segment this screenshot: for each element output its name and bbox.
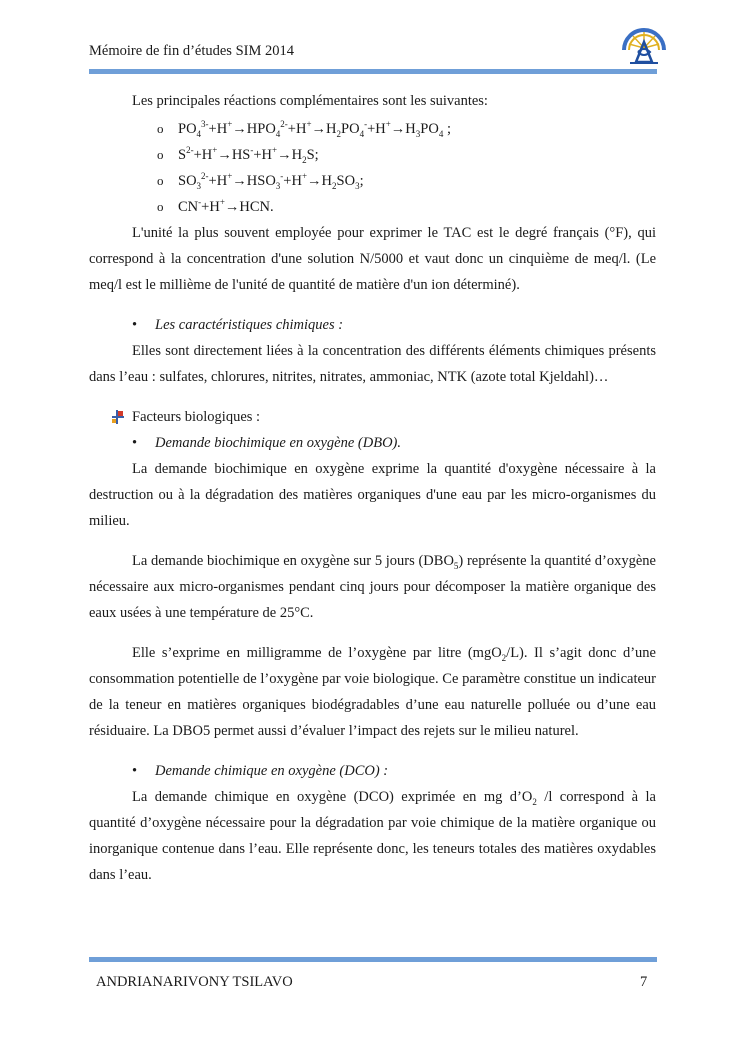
flag-bullet-icon <box>111 410 125 424</box>
reaction-cyanide: o CN-+H+→HCN. <box>89 194 656 220</box>
dco-heading: • Demande chimique en oxygène (DCO) : <box>89 758 656 784</box>
page-body <box>89 88 656 888</box>
dco-paragraph: La demande chimique en oxygène (DCO) exprimée en mg $d’O_2$ /l correspond à la quantité d’oxygène nécessaire pour la dégradation par voie chimique de la matière organique ou inorganique contenue dans l’eau. Elle représente donc, les teneurs totales des matières oxydables dans l’eau. <box>89 789 656 883</box>
reaction-list <box>89 116 656 220</box>
bio-heading: Facteurs biologiques : <box>89 404 656 430</box>
dbo-paragraph-2: La demande biochimique en oxygène sur 5 jours $(DBO_5)$ représente la quantité d’oxygène nécessaire aux micro-organismes pendant cinq jours pour décomposer la matière organique des eaux usées à une température de 25°C. <box>89 553 656 621</box>
bullet-marker: • <box>132 317 138 333</box>
chem-paragraph: Elles sont directement liées à la concentration des différents éléments chimiques présents dans l’eau : sulfates, chlorures, nitrites, nitrates, ammoniac, NTK (azote total Kjeldahl)… <box>89 343 656 385</box>
header-title: Mémoire de fin d’études SIM 2014 <box>89 43 294 59</box>
footer-rule <box>89 957 657 962</box>
bullet-marker: • <box>132 763 138 779</box>
list-marker: o <box>157 147 164 162</box>
header-rule <box>89 69 657 74</box>
reaction-sulfite: o $SO_3^{2-}+H^+\to HSO_3^-+H^+\to H_2SO_3$; <box>89 168 656 194</box>
footer-author: ANDRIANARIVONY TSILAVO <box>96 974 293 990</box>
intro-paragraph: Les principales réactions complémentaires sont les suivantes: <box>132 93 488 109</box>
reaction-sulfide: o $S^{2-}+H^+\to HS^-+H^+\to H_2S$; <box>89 142 656 168</box>
tac-paragraph: L'unité la plus souvent employée pour exprimer le TAC est le degré français (°F), qui correspond à la concentration d'une solution N/5000 et vaut donc un cinquième de meq/l. (Le meq/l est le millième de l'unité de quantité de matière d'un ion déterminé). <box>89 225 656 293</box>
list-marker: o <box>157 173 164 188</box>
dbo-paragraph-3: Elle s’exprime en milligramme de l’oxygène par litre (mgO$_2$/L). Il s’agit donc d’une consommation potentielle de l’oxygène par voie biologique. Ce paramètre constitue un indicateur de la teneur en matières organiques biodégradables d’une eau naturelle polluée ou d’une eau résiduaire. La DBO5 permet aussi d’évaluer l’impact des rejets sur le milieu naturel. <box>89 645 656 739</box>
dbo-heading: • Demande biochimique en oxygène (DBO). <box>89 430 656 456</box>
reaction-phosphate: o $PO_4^{3-}+H^+\to HPO_4^{2-}+H^+\to H_2PO_4^-+H^+\to H_3PO_4$ ; <box>89 116 656 142</box>
page-number: 7 <box>640 974 648 990</box>
dbo-paragraph-1: La demande biochimique en oxygène exprime la quantité d'oxygène nécessaire à la destruction ou à la dégradation des matières organiques d'une eau par les micro-organismes du milieu. <box>89 461 656 529</box>
list-marker: o <box>157 199 164 214</box>
list-marker: o <box>157 121 164 136</box>
chem-heading: • Les caractéristiques chimiques : <box>89 312 656 338</box>
bullet-marker: • <box>132 435 138 451</box>
school-logo-icon <box>620 22 668 66</box>
